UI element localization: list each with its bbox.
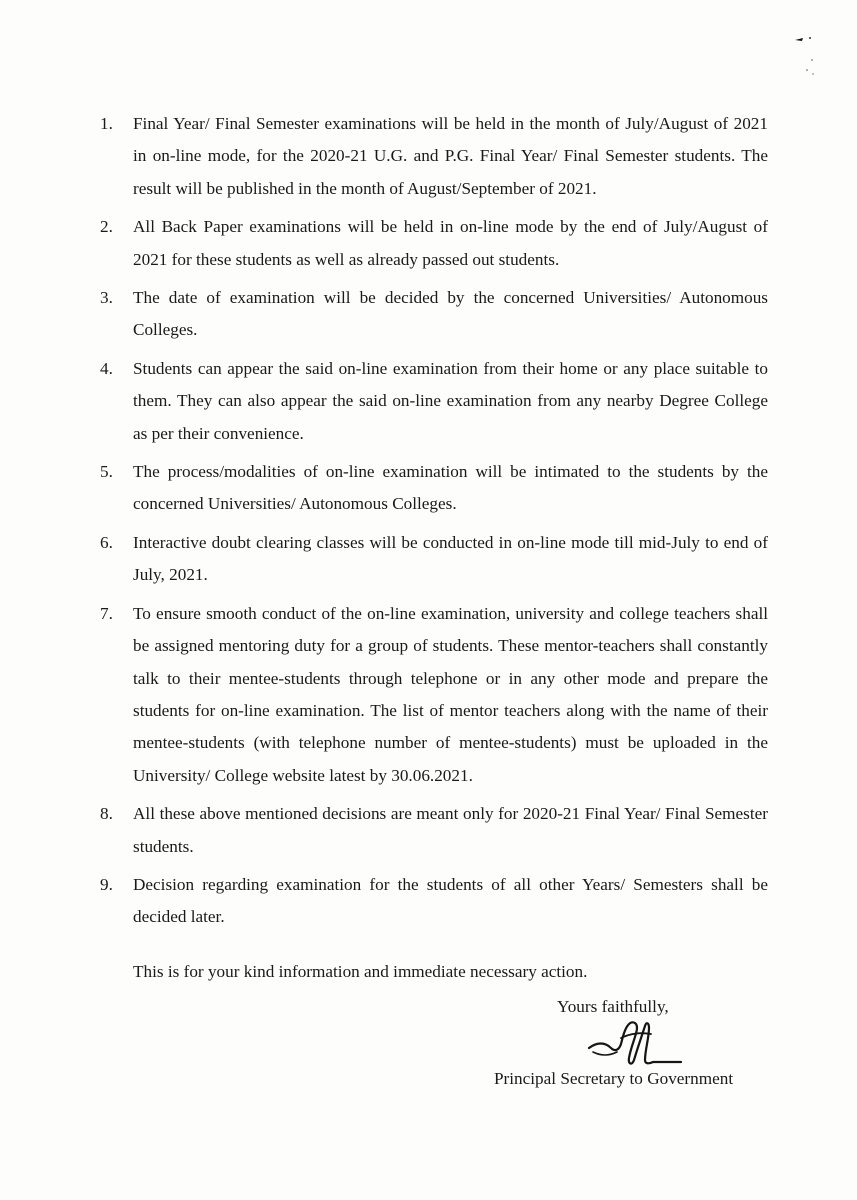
list-item [100, 456, 768, 521]
signature-image [585, 1012, 695, 1072]
item-number: 2. [100, 217, 113, 237]
item-number: 8. [100, 804, 113, 824]
list-item [100, 353, 768, 450]
item-text: Decision regarding examination for the students of all other Years/ Semesters shall be decided later. [133, 874, 768, 927]
item-text: Interactive doubt clearing classes will be conducted in on-line mode till mid-July to end of July, 2021. [133, 532, 768, 585]
item-number: 5. [100, 462, 113, 482]
list-item [100, 211, 768, 276]
item-number: 7. [100, 603, 113, 623]
sign-off: Yours faithfully, [557, 997, 669, 1016]
list-item [100, 108, 768, 205]
list-item [100, 527, 768, 592]
item-number: 6. [100, 532, 113, 552]
item-number: 3. [100, 288, 113, 308]
item-number: 1. [100, 114, 113, 133]
item-text: The date of examination will be decided by the concerned Universities/ Autonomous Colleges. [133, 288, 768, 340]
item-text: All these above mentioned decisions are meant only for 2020-21 Final Year/ Final Semester students. [133, 804, 768, 856]
list-item [100, 869, 768, 934]
list-item [100, 282, 768, 347]
item-text: The process/modalities of on-line examination will be intimated to the students by the concerned Universities/ Autonomous Colleges. [133, 462, 768, 514]
list-item [100, 798, 768, 863]
item-text: Final Year/ Final Semester examinations will be held in the month of July/August of 2021 in on-line mode, for the 2020-21 U.G. and P.G. Final Year/ Final Semester students. The result will be published in the month of August/September of 2021. [133, 114, 768, 198]
item-text: Students can appear the said on-line examination from their home or any place suitable to them. They can also appear the said on-line examination from any nearby Degree College as per their convenience. [133, 358, 768, 443]
decisions-list [100, 108, 768, 940]
list-item [100, 598, 768, 792]
item-number: 4. [100, 358, 113, 378]
closing-line: This is for your kind information and immediate necessary action. [133, 962, 588, 981]
item-number: 9. [100, 874, 113, 894]
scan-marks [793, 28, 817, 83]
item-text: To ensure smooth conduct of the on-line examination, university and college teachers shall be assigned mentoring duty for a group of students. These mentor-teachers shall constantly talk to their mentee-students through telephone or in any other mode and prepare the students for on-line examination. The list of mentor teachers along with the name of their mentee-students (with telephone number of mentee-students) must be uploaded in the University/ College website latest by 30.06.2021. [133, 603, 768, 785]
designation: Principal Secretary to Government [494, 1069, 734, 1088]
item-text: All Back Paper examinations will be held in on-line mode by the end of July/August of 2021 for these students as well as already passed out students. [133, 217, 768, 269]
